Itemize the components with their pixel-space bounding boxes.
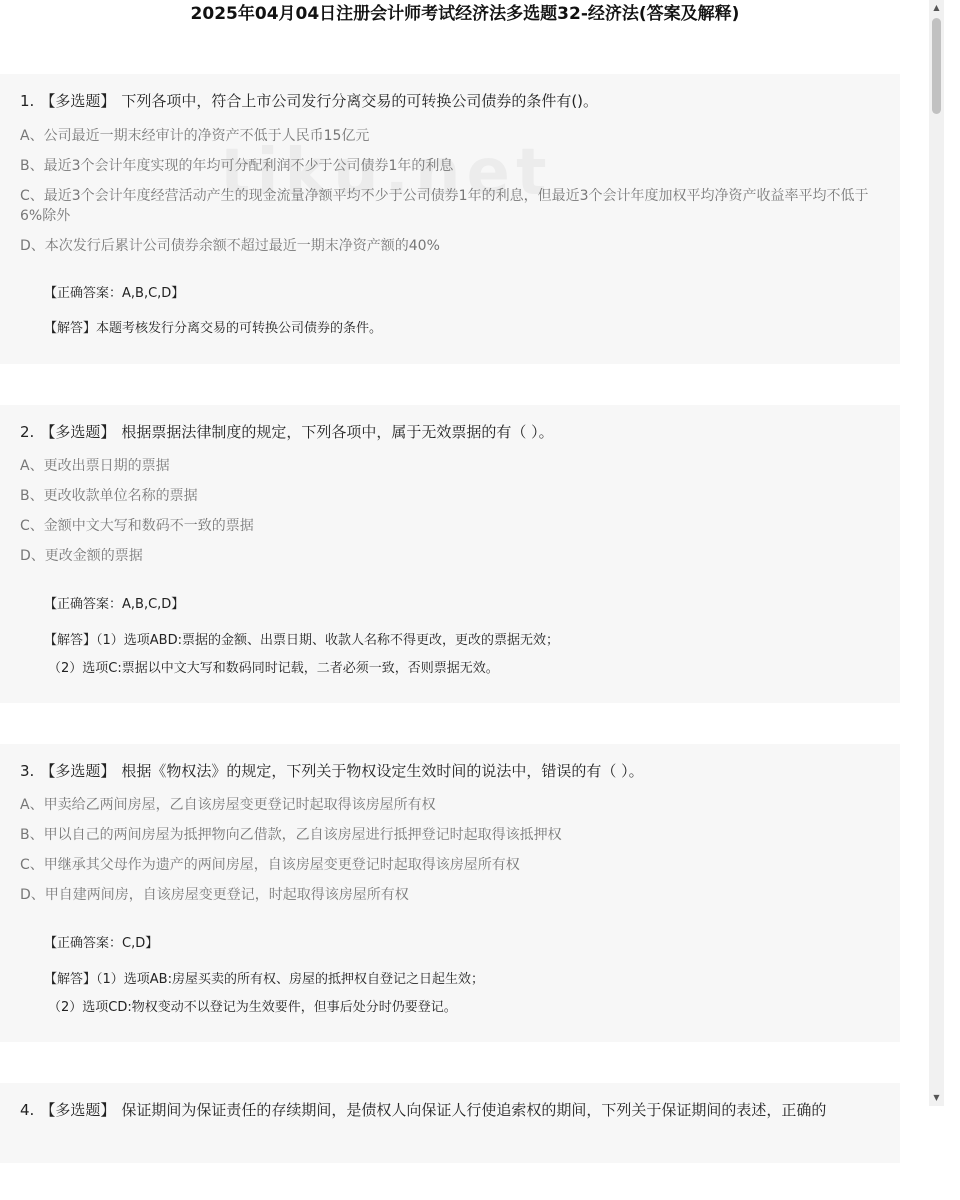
option-d[interactable]: D、本次发行后累计公司债券余额不超过最近一期末净资产额的40% <box>20 238 440 254</box>
question-stem: 根据票据法律制度的规定，下列各项中，属于无效票据的有（ ）。 <box>121 423 554 441</box>
scrollbar-thumb[interactable] <box>932 18 941 114</box>
option-c[interactable]: C、甲继承其父母作为遗产的两间房屋，自该房屋变更登记时起取得该房屋所有权 <box>20 857 520 873</box>
explanation-line: （2）选项CD:物权变动不以登记为生效要件，但事后处分时仍要登记。 <box>48 1000 457 1015</box>
vertical-scrollbar[interactable] <box>929 0 944 1106</box>
question-card-4 <box>0 1083 900 1163</box>
scroll-down-arrow-icon[interactable]: ▼ <box>933 1093 940 1102</box>
question-title <box>20 90 880 112</box>
question-type: 【多选题】 <box>40 762 116 780</box>
correct-answer: 【正确答案：A,B,C,D】 <box>44 286 185 301</box>
explanation-line: 【解答】（1）选项ABD:票据的金额、出票日期、收款人名称不得更改，更改的票据无效； <box>44 633 559 648</box>
question-stem: 下列各项中，符合上市公司发行分离交易的可转换公司债券的条件有()。 <box>121 92 599 110</box>
question-title <box>20 760 880 782</box>
question-stem: 保证期间为保证责任的存续期间，是债权人向保证人行使追索权的期间，下列关于保证期间的表述，正确的 <box>121 1101 827 1119</box>
option-c[interactable]: C、最近3个会计年度经营活动产生的现金流量净额平均不少于公司债券1年的利息，但最近3个会计年度加权平均净资产收益率平均不低于6%除外 <box>20 188 869 224</box>
question-card-1 <box>0 74 900 364</box>
correct-answer: 【正确答案：A,B,C,D】 <box>44 597 185 612</box>
question-number: 3. <box>20 762 35 780</box>
page-title: 2025年04月04日注册会计师考试经济法多选题32-经济法(答案及解释) <box>190 4 740 24</box>
option-a[interactable]: A、甲卖给乙两间房屋，乙自该房屋变更登记时起取得该房屋所有权 <box>20 797 436 813</box>
scroll-up-arrow-icon[interactable]: ▲ <box>933 3 940 12</box>
question-title <box>20 1099 880 1121</box>
explanation-line: 【解答】（1）选项AB:房屋买卖的所有权、房屋的抵押权自登记之日起生效； <box>44 972 484 987</box>
question-card-2 <box>0 405 900 703</box>
option-d[interactable]: D、甲自建两间房，自该房屋变更登记，时起取得该房屋所有权 <box>20 887 409 903</box>
correct-answer: 【正确答案：C,D】 <box>44 936 159 951</box>
option-a[interactable]: A、更改出票日期的票据 <box>20 458 170 474</box>
question-number: 2. <box>20 423 35 441</box>
option-b[interactable]: B、更改收款单位名称的票据 <box>20 488 198 504</box>
question-type: 【多选题】 <box>40 92 116 110</box>
question-number: 1. <box>20 92 35 110</box>
option-d[interactable]: D、更改金额的票据 <box>20 548 143 564</box>
explanation-line: 【解答】本题考核发行分离交易的可转换公司债券的条件。 <box>44 321 383 336</box>
option-c[interactable]: C、金额中文大写和数码不一致的票据 <box>20 518 254 534</box>
question-type: 【多选题】 <box>40 423 116 441</box>
option-a[interactable]: A、公司最近一期末经审计的净资产不低于人民币15亿元 <box>20 128 370 144</box>
question-number: 4. <box>20 1101 35 1119</box>
question-type: 【多选题】 <box>40 1101 116 1119</box>
option-b[interactable]: B、最近3个会计年度实现的年均可分配利润不少于公司债券1年的利息 <box>20 158 454 174</box>
explanation-line: （2）选项C:票据以中文大写和数码同时记载，二者必须一致，否则票据无效。 <box>48 661 499 676</box>
option-b[interactable]: B、甲以自己的两间房屋为抵押物向乙借款，乙自该房屋进行抵押登记时起取得该抵押权 <box>20 827 562 843</box>
question-title <box>20 421 880 443</box>
question-card-3 <box>0 744 900 1042</box>
question-stem: 根据《物权法》的规定，下列关于物权设定生效时间的说法中，错误的有（ ）。 <box>121 762 644 780</box>
